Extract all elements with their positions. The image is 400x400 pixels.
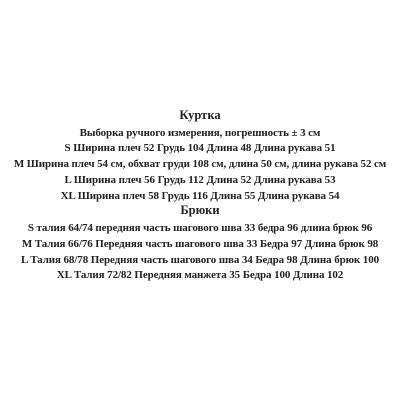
jacket-size-l: L Ширина плеч 56 Грудь 112 Длина 52 Длина рукава 53: [64, 174, 336, 186]
jacket-heading: Куртка: [179, 108, 221, 122]
jacket-size-m: M Ширина плеч 54 см, обхват груди 108 см, длина 50 см, длина рукава 52 см: [13, 158, 387, 170]
jacket-size-s: S Ширина плеч 52 Грудь 104 Длина 48 Длина рукава 51: [64, 142, 336, 154]
jacket-size-xl: XL Ширина плеч 58 Грудь 116 Длина 55 Длина рукава 54: [60, 190, 340, 202]
trousers-size-m: M Талия 66/76 Передняя часть шагового шва 33 Бедра 97 Длина брюк 98: [21, 238, 379, 250]
trousers-heading: Брюки: [180, 203, 220, 217]
trousers-size-s: S талия 64/74 передняя часть шагового шва 33 бедра 96 длина брюк 96: [27, 222, 373, 234]
trousers-size-xl: XL Талия 72/82 Передняя манжета 35 Бедра 100 Длина 102: [56, 269, 344, 281]
trousers-size-l: L Талия 68/78 Передняя часть шагового шва 34 Бедра 98 Длина брюк 100: [20, 254, 380, 266]
measurement-note: Выборка ручного измерения, погрешность ± 3 см: [79, 127, 321, 139]
